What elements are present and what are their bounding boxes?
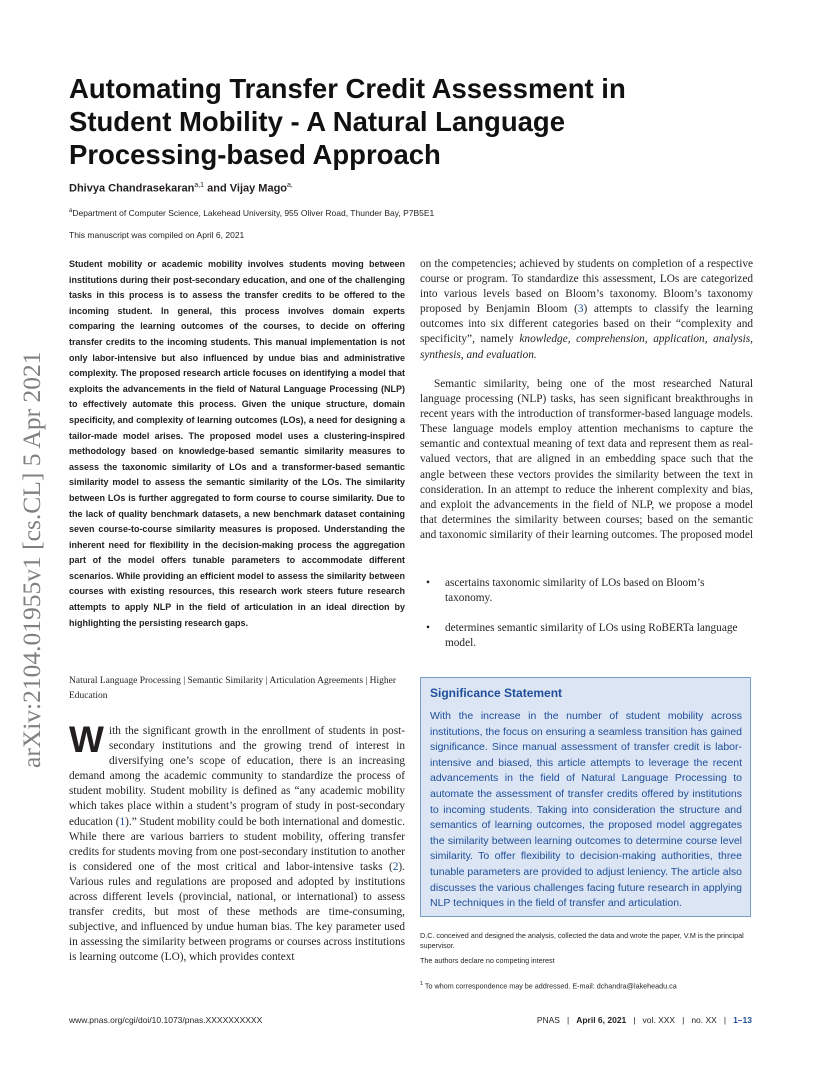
intro-text: ith the significant growth in the enrollment of students in post-secondary institutions and the growing trend of interest in diversifying one’s scope of education, there is an increasing demand among the academic community to standardize the process of student mobility. Student mobility is defined as “any academic mobility which takes place within a student’s program of study in post-secondary education ( bbox=[69, 725, 405, 828]
footer-separator: | bbox=[633, 1015, 636, 1025]
compiled-date: This manuscript was compiled on April 6, 2021 bbox=[69, 230, 245, 240]
intro-text: ).” Student mobility could be both international and domestic. While there are various barriers to student mobility, offering transfer credits for students moving from one post-secondary institution to another is considered one of the most critical and labor-intensive tasks ( bbox=[69, 815, 406, 873]
significance-statement-box bbox=[420, 677, 751, 917]
footer-journal-info bbox=[537, 1015, 752, 1025]
bullet-icon: • bbox=[426, 622, 430, 635]
footer-journal: PNAS bbox=[536, 1015, 560, 1025]
citation-link[interactable]: 1 bbox=[119, 815, 126, 828]
footer-separator: | bbox=[682, 1015, 685, 1025]
significance-text: With the increase in the number of student mobility across institutions, the focus on ensuring a seamless transition has gained significance. Since manual assessment of transfer credit is labor-intensive and biased, this article attempts to leverage the recent advancements in the field of Natural Language Processing to automate the assessment of transfer credits offered by institutions to incoming students. Taking into consideration the structure and semantics of learning outcomes, the proposed model aggregates the similarity between learning outcomes to determine course level similarity. To offer flexibility to decision-making authorities, three tunable parameters are provided to adjust leniency. The article also discusses the various challenges facing future research in applying NLP techniques in the field of transfer and articulation. bbox=[430, 710, 742, 910]
footnote-marker: 1 bbox=[420, 981, 424, 987]
list-item bbox=[420, 621, 753, 651]
author-name: Vijay Mago bbox=[229, 182, 288, 195]
affiliation-text: Department of Computer Science, Lakehead University, 955 Oliver Road, Thunder Bay, P7B5E1 bbox=[72, 208, 435, 218]
author-conjunction: and bbox=[204, 182, 230, 195]
footer-separator: | bbox=[566, 1015, 570, 1025]
citation-link[interactable]: 3 bbox=[577, 303, 584, 316]
footer-volume: vol. XXX bbox=[642, 1015, 676, 1025]
blooms-taxonomy-paragraph bbox=[420, 257, 753, 363]
affiliation-marker: a bbox=[69, 208, 73, 215]
list-item-text: ascertains taxonomic similarity of LOs based on Bloom’s taxonomy. bbox=[445, 577, 705, 605]
list-item bbox=[420, 576, 753, 606]
author-name: Dhivya Chandrasekaran bbox=[69, 182, 195, 195]
author-contributions-note: D.C. conceived and designed the analysis, collected the data and wrote the paper, V.M is the principal supervisor. bbox=[420, 931, 744, 950]
footer-pages: 1–13 bbox=[733, 1015, 752, 1025]
author-affiliation-marker: a,1 bbox=[194, 182, 205, 189]
citation-link[interactable]: 2 bbox=[392, 860, 399, 873]
author-affiliation-marker: a, bbox=[287, 182, 293, 189]
abstract: Student mobility or academic mobility involves students moving between institutions during their post-secondary education, and one of the challenging tasks in this process is to assess the transfer credits to be offered to the incoming student. In general, this process involves domain experts comparing the learning outcomes of the courses, to decide on offering transfer credits to the incoming students. This manual implementation is not only labor-intensive but also influenced by undue bias and administrative complexity. The proposed research article focuses on identifying a model that exploits the advancements in the field of Natural Language Processing (NLP) to effectively automate this process. Given the unique structure, domain specificity, and complexity of learning outcomes (LOs), a need for designing a tailor-made model arises. The proposed model uses a clustering-inspired methodology based on knowledge-based semantic similarity measures to assess the taxonomic similarity of LOs and a transformer-based semantic similarity model to assess the semantic similarity of the LOs. The similarity between LOs is further aggregated to form course to course similarity. Due to the lack of quality benchmark datasets, a new benchmark dataset containing seven course-to-course similarity measures is proposed. Understanding the inherent need for flexibility in the decision-making process the aggregation part of the model offers tunable parameters to accommodate different scenarios. While providing an efficient model to assess the similarity between courses with existing resources, this research work steers future research attempts to apply NLP in the field of articulation in an ideal direction by highlighting the persisting research gaps. bbox=[69, 259, 405, 628]
correspondence-text: To whom correspondence may be addressed. E-mail: dchandra@lakeheadu.ca bbox=[423, 981, 677, 991]
footer-doi-link[interactable]: www.pnas.org/cgi/doi/10.1073/pnas.XXXXXXXXXX bbox=[69, 1015, 263, 1025]
introduction-paragraph bbox=[69, 719, 406, 966]
affiliation bbox=[69, 208, 434, 218]
paragraph-text: on the competencies; achieved by students on completion of a respective course or program. To standardize this assessment, LOs are categorized into various levels based on Bloom’s taxonomy. Bloom’s taxonomy proposed by Benjamin Bloom ( bbox=[420, 258, 753, 316]
semantic-similarity-paragraph: Semantic similarity, being one of the most researched Natural language processing (NLP) tasks, has seen significant breakthroughs in recent years with the introduction of transformer-based language models. These language models employ attention mechanisms to capture the semantic and contextual meaning of text data and represent them as real-valued vectors, that are aligned in an embedding space such that the angle between these vectors provides the similarity between the text in consideration. In an attempt to reduce the inherent complexity and bias, and exploit the advancements in the field of NLP, we propose a model that determines the similarity between courses; based on the semantic and taxonomic similarity of their learning outcomes. The proposed model bbox=[420, 378, 753, 541]
paragraph-text: ) attempts to classify the learning outcomes into six different categories based on their “complexity and specificity”, namely bbox=[420, 303, 753, 346]
paper-title: Automating Transfer Credit Assessment in Student Mobility - A Natural Language Processing-based Approach bbox=[69, 73, 626, 170]
arxiv-identifier-stamp: arXiv:2104.01955v1 [cs.CL] 5 Apr 2021 bbox=[17, 351, 46, 768]
author-line bbox=[69, 182, 293, 195]
intro-text: ). Various rules and regulations are proposed and adopted by institutions across different levels (provincial, national, or international) to assess transfer credits, but most of these methods are time-consuming, subjective, and influenced by undue human bias. The key parameter used in assessing the similarity between programs or courses across institutions is learning outcome (LO), which provides context bbox=[69, 860, 405, 964]
model-contributions-list bbox=[420, 576, 753, 651]
footer-date: April 6, 2021 bbox=[576, 1015, 627, 1025]
correspondence-note bbox=[420, 980, 753, 991]
footer-number: no. XX bbox=[691, 1015, 717, 1025]
competing-interest-note: The authors declare no competing interest bbox=[420, 956, 555, 965]
keywords: Natural Language Processing | Semantic Similarity | Articulation Agreements | Higher Education bbox=[69, 676, 397, 701]
significance-heading: Significance Statement bbox=[430, 686, 563, 700]
drop-cap: W bbox=[69, 719, 104, 760]
list-item-text: determines semantic similarity of LOs using RoBERTa language model. bbox=[445, 622, 738, 650]
bullet-icon: • bbox=[426, 577, 430, 589]
footer-separator: | bbox=[723, 1015, 727, 1025]
taxonomy-levels: knowledge, comprehension, application, analysis, synthesis, and evaluation. bbox=[420, 333, 753, 361]
